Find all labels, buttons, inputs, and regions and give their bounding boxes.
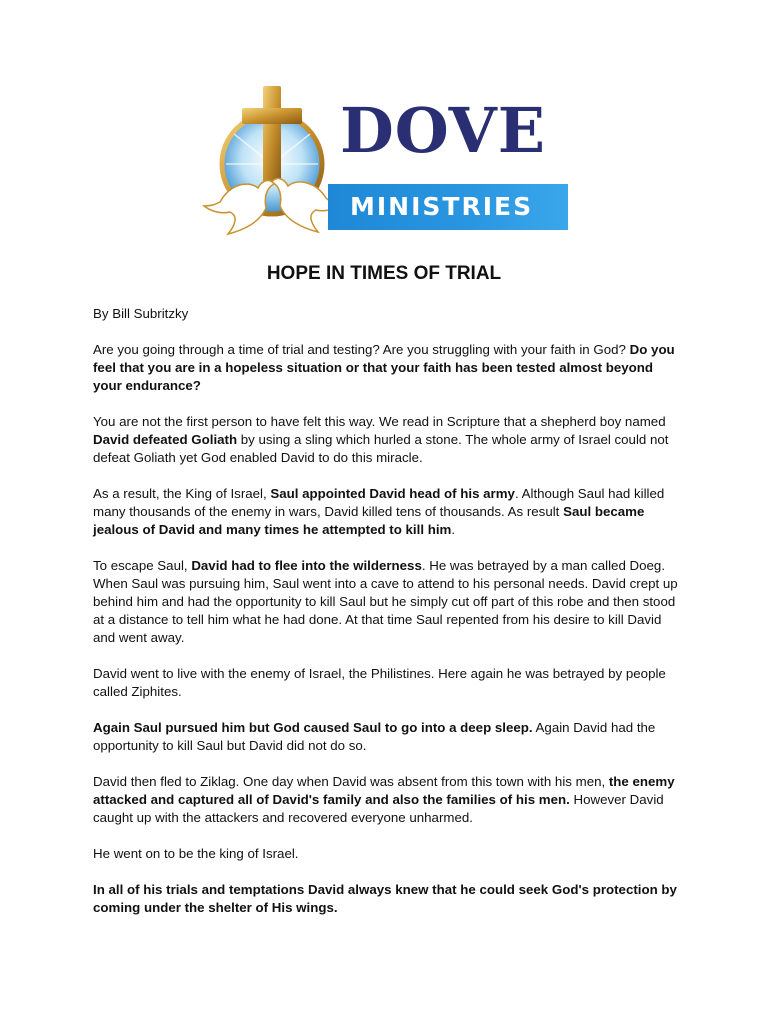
paragraph-9	[93, 881, 683, 917]
paragraph-7-bold: the enemy attacked and captured all of David's family and also the families of his men.	[93, 774, 675, 807]
page-title: HOPE IN TIMES OF TRIAL	[266, 263, 502, 284]
paragraph-2	[93, 413, 683, 467]
article-body	[93, 305, 683, 935]
paragraph-6-bold: Again Saul pursued him but God caused Saul to go into a deep sleep.	[93, 720, 533, 735]
cross-and-doves-emblem-icon	[200, 84, 340, 244]
dove-ministries-logo	[200, 84, 572, 244]
paragraph-4-text-c: . He was betrayed by a man called Doeg. When Saul was pursuing him, Saul went into a cave to attend to his personal needs. David crept up behind him and had the opportunity to kill Saul but he simply cut off part of this robe and then stood at a distance to tell him what he had done. At that time Saul repented from his desire to kill David and went away.	[93, 558, 678, 645]
paragraph-3-bold-d: Saul became jealous of David and many times he attempted to kill him	[93, 504, 645, 537]
paragraph-1-bold: Do you feel that you are in a hopeless situation or that your faith has been tested almost beyond your endurance?	[93, 342, 675, 393]
paragraph-1-text: Are you going through a time of trial and testing? Are you struggling with your faith in God?	[93, 342, 630, 357]
paragraph-3-text-c: . Although Saul had killed many thousands of the enemy in wars, David killed tens of thousands. As result	[93, 486, 665, 519]
paragraph-8: He went on to be the king of Israel.	[93, 846, 299, 861]
paragraph-3-bold-b: Saul appointed David head of his army	[270, 486, 515, 501]
paragraph-3-text-a: As a result, the King of Israel,	[93, 486, 271, 501]
paragraph-4-text-a: To escape Saul,	[93, 558, 192, 573]
paragraph-6-text: Again David had the opportunity to kill Saul but David did not do so.	[93, 720, 656, 753]
paragraph-4-bold: David had to flee into the wilderness	[191, 558, 422, 573]
paragraph-4	[93, 557, 683, 647]
logo-word-dove: DOVE	[340, 94, 547, 167]
paragraph-1	[93, 341, 683, 395]
paragraph-6	[93, 719, 683, 755]
paragraph-2-bold: David defeated Goliath	[93, 432, 238, 447]
paragraph-3	[93, 485, 683, 539]
paragraph-7	[93, 773, 683, 827]
paragraph-2-text-c: by using a sling which hurled a stone. The whole army of Israel could not defeat Goliath yet God enabled David to do this miracle.	[93, 432, 669, 465]
paragraph-7-text-a: David then fled to Ziklag. One day when David was absent from this town with his men,	[93, 774, 609, 789]
paragraph-3-text-e: .	[451, 522, 456, 537]
logo-word-ministries: MINISTRIES	[350, 192, 534, 221]
paragraph-5: David went to live with the enemy of Israel, the Philistines. Here again he was betrayed by people called Ziphites.	[93, 666, 666, 699]
paragraph-2-text-a: You are not the first person to have felt this way. We read in Scripture that a shepherd boy named	[93, 414, 666, 429]
paragraph-9-bold: In all of his trials and temptations David always knew that he could seek God's protection by coming under the shelter of His wings.	[93, 882, 677, 915]
paragraph-7-text-c: However David caught up with the attackers and recovered everyone unharmed.	[93, 792, 664, 825]
author-byline: By Bill Subritzky	[93, 306, 189, 321]
